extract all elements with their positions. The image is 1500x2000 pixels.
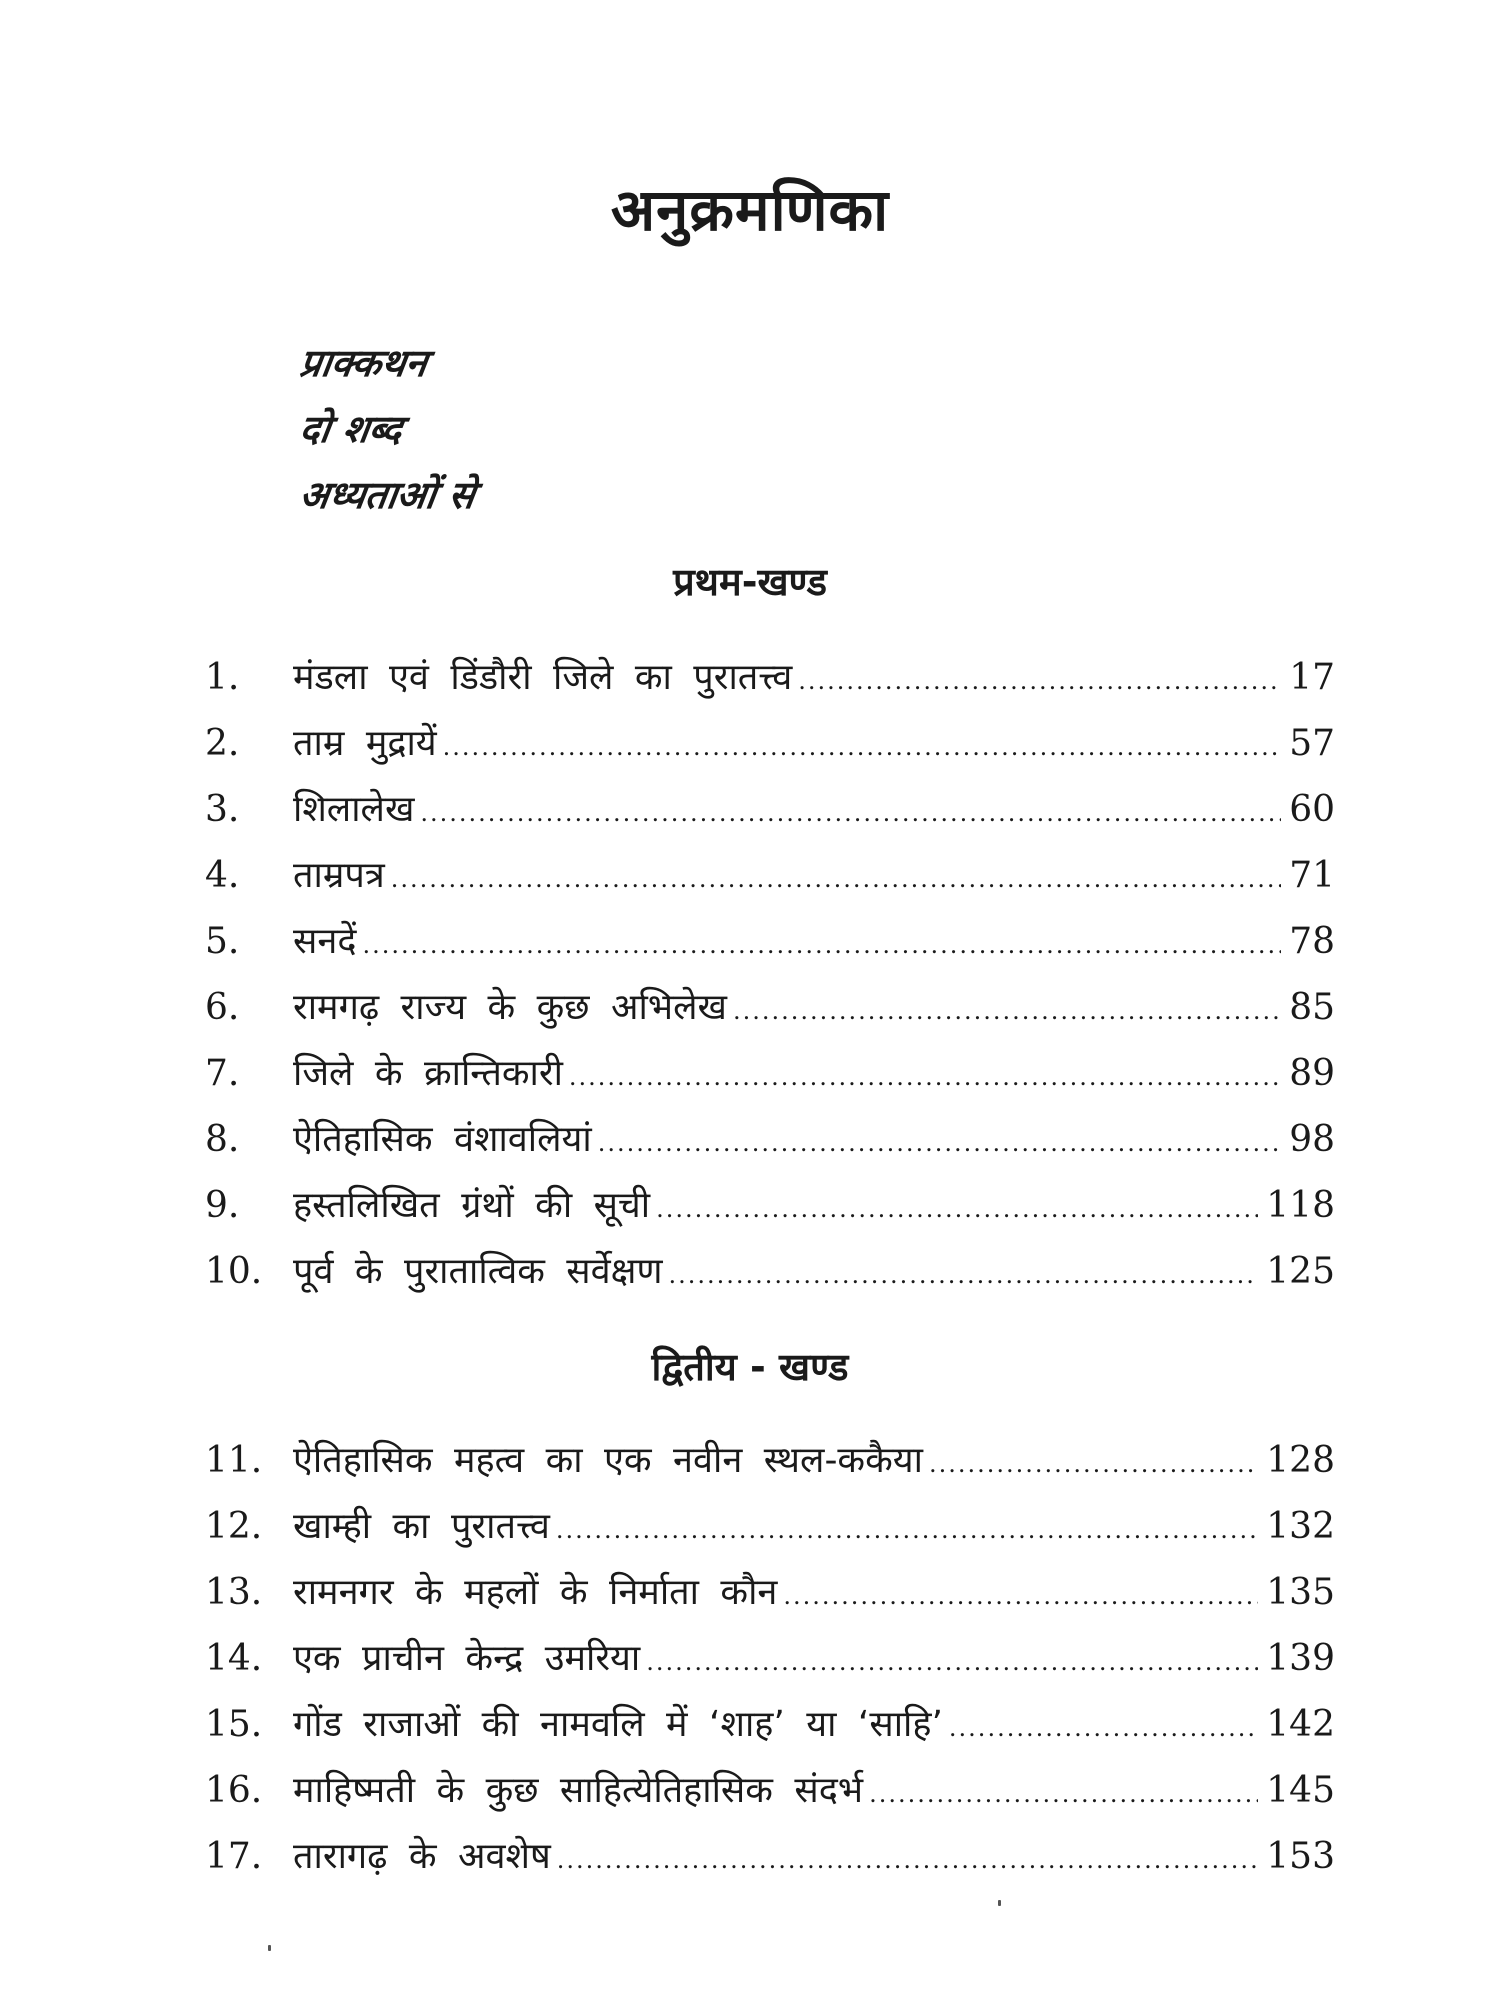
entry-number: 11. — [205, 1440, 263, 1481]
scan-speck — [998, 1900, 1001, 1906]
entry-title: शिलालेख — [293, 789, 415, 830]
entry-page-number: 118 — [1266, 1185, 1335, 1226]
dot-leader — [598, 1110, 1281, 1176]
toc-entry — [205, 1494, 1335, 1560]
scan-speck — [268, 1945, 271, 1951]
entry-title: मंडला एवं डिंडौरी जिले का पुरातत्त्व — [293, 657, 793, 698]
entry-number: 10. — [205, 1251, 263, 1292]
toc-section-first — [205, 645, 1335, 1305]
entry-title: खाम्ही का पुरातत्त्व — [293, 1506, 550, 1547]
entry-title: जिले के क्रान्तिकारी — [293, 1053, 563, 1094]
toc-entry — [205, 1173, 1335, 1239]
entry-title: रामगढ़ राज्य के कुछ अभिलेख — [293, 987, 727, 1028]
entry-page-number: 98 — [1289, 1119, 1335, 1160]
entry-page-number: 153 — [1266, 1836, 1335, 1877]
toc-entry — [205, 1758, 1335, 1824]
preface-item-from-scholars: अध्यताओं से — [296, 473, 478, 517]
toc-entry — [205, 843, 1335, 909]
entry-number: 8. — [205, 1119, 240, 1160]
toc-entry — [205, 1428, 1335, 1494]
dot-leader — [420, 780, 1281, 846]
dot-leader — [949, 1695, 1258, 1761]
entry-title: पूर्व के पुरातात्विक सर्वेक्षण — [293, 1251, 663, 1292]
toc-entry — [205, 711, 1335, 777]
entry-page-number: 142 — [1266, 1704, 1335, 1745]
section-heading-first: प्रथम-खण्ड — [673, 560, 827, 604]
entry-number: 12. — [205, 1506, 263, 1547]
dot-leader — [669, 1242, 1259, 1308]
toc-entry — [205, 1692, 1335, 1758]
preface-list — [296, 330, 478, 528]
entry-page-number: 57 — [1289, 723, 1335, 764]
toc-entry — [205, 1560, 1335, 1626]
toc-entry — [205, 1041, 1335, 1107]
toc-entry — [205, 777, 1335, 843]
entry-title: गोंड राजाओं की नामवलि में ‘शाह’ या ‘साहि’ — [293, 1704, 943, 1745]
preface-item-two-words: दो शब्द — [296, 407, 406, 451]
toc-entry — [205, 1239, 1335, 1305]
entry-title: ऐतिहासिक महत्व का एक नवीन स्थल-ककैया — [293, 1440, 923, 1481]
toc-entry — [205, 909, 1335, 975]
entry-page-number: 60 — [1289, 789, 1335, 830]
toc-entry — [205, 1626, 1335, 1692]
entry-number: 4. — [205, 855, 240, 896]
entry-number: 5. — [205, 921, 240, 962]
toc-section-second — [205, 1428, 1335, 1890]
entry-title: रामनगर के महलों के निर्माता कौन — [293, 1572, 778, 1613]
dot-leader — [391, 846, 1281, 912]
entry-page-number: 89 — [1289, 1053, 1335, 1094]
dot-leader — [443, 714, 1282, 780]
entry-page-number: 85 — [1289, 987, 1335, 1028]
entry-number: 3. — [205, 789, 240, 830]
entry-page-number: 139 — [1266, 1638, 1335, 1679]
dot-leader — [783, 1563, 1258, 1629]
dot-leader — [362, 912, 1281, 978]
entry-title: ताम्रपत्र — [293, 855, 385, 896]
dot-leader — [557, 1827, 1259, 1893]
dot-leader — [656, 1176, 1258, 1242]
entry-title: हस्तलिखित ग्रंथों की सूची — [293, 1185, 651, 1226]
entry-page-number: 128 — [1266, 1440, 1335, 1481]
entry-page-number: 132 — [1266, 1506, 1335, 1547]
entry-page-number: 17 — [1289, 657, 1335, 698]
entry-title: माहिष्मती के कुछ साहित्येतिहासिक संदर्भ — [293, 1770, 864, 1811]
entry-number: 9. — [205, 1185, 240, 1226]
entry-number: 7. — [205, 1053, 240, 1094]
entry-number: 1. — [205, 657, 240, 698]
entry-number: 14. — [205, 1638, 263, 1679]
section-heading-second: द्वितीय - खण्ड — [651, 1345, 849, 1389]
entry-number: 13. — [205, 1572, 263, 1613]
entry-title: ताम्र मुद्रायें — [293, 723, 437, 764]
entry-number: 6. — [205, 987, 240, 1028]
dot-leader — [733, 978, 1281, 1044]
dot-leader — [929, 1431, 1258, 1497]
entry-title: तारागढ़ के अवशेष — [293, 1836, 551, 1877]
entry-title: एक प्राचीन केन्द्र उमरिया — [293, 1638, 641, 1679]
toc-entry — [205, 1824, 1335, 1890]
dot-leader — [869, 1761, 1258, 1827]
entry-number: 15. — [205, 1704, 263, 1745]
entry-title: सनदें — [293, 921, 357, 962]
dot-leader — [646, 1629, 1258, 1695]
toc-entry — [205, 645, 1335, 711]
dot-leader — [569, 1044, 1281, 1110]
entry-page-number: 71 — [1289, 855, 1335, 896]
entry-page-number: 135 — [1266, 1572, 1335, 1613]
entry-page-number: 145 — [1266, 1770, 1335, 1811]
entry-page-number: 78 — [1289, 921, 1335, 962]
toc-entry — [205, 975, 1335, 1041]
dot-leader — [798, 648, 1281, 714]
page-title: अनुक्रमणिका — [610, 176, 890, 244]
entry-title: ऐतिहासिक वंशावलियां — [293, 1119, 592, 1160]
preface-item-foreword: प्राक्कथन — [296, 341, 430, 385]
entry-page-number: 125 — [1266, 1251, 1335, 1292]
entry-number: 2. — [205, 723, 240, 764]
toc-entry — [205, 1107, 1335, 1173]
dot-leader — [556, 1497, 1258, 1563]
entry-number: 16. — [205, 1770, 263, 1811]
entry-number: 17. — [205, 1836, 263, 1877]
